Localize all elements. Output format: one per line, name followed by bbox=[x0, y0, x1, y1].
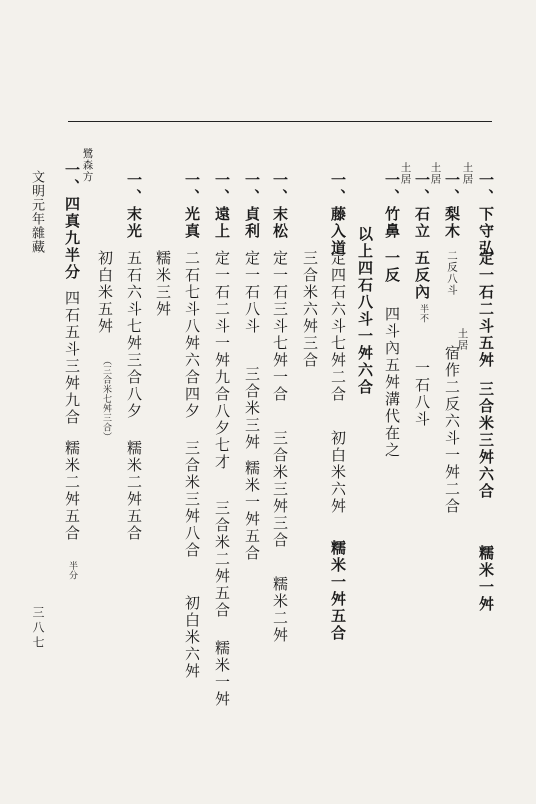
entry-subnote: 土居 bbox=[456, 328, 469, 351]
entry-note: 土居 bbox=[429, 162, 442, 185]
entry-note: 土居 bbox=[399, 162, 412, 185]
entry-small: 半不 bbox=[418, 304, 428, 323]
entry-main: 五石六斗七舛三合八夕 bbox=[125, 250, 143, 420]
entry-name: 一、遠上 bbox=[213, 172, 231, 240]
entry-rice: 三合米三舛三合 bbox=[271, 430, 289, 549]
entry-main: 一反 bbox=[383, 250, 401, 284]
entry-name: 一、四真九半分 bbox=[63, 162, 81, 281]
entry-name: 一、光真 bbox=[183, 172, 201, 240]
entry-main: 定一石八斗 bbox=[243, 250, 261, 335]
entry-line2: 三合米六舛三合 bbox=[301, 250, 319, 369]
entry-name: 一、末光 bbox=[125, 172, 143, 240]
entry-note: 鷺森方 bbox=[81, 148, 94, 183]
entry-glut: 糯米二舛五合 bbox=[125, 440, 143, 542]
entry-glut: 糯米二舛 bbox=[271, 576, 289, 644]
entry-glut: 糯米一舛 bbox=[477, 545, 495, 613]
entry-glut: 糯米一舛 bbox=[213, 640, 231, 708]
running-head: 文明元年雜藏 bbox=[29, 170, 44, 254]
entry-main: 二石七斗八舛六合四夕 bbox=[183, 250, 201, 420]
total-line: 以上四石八斗一舛六合 bbox=[356, 226, 374, 396]
entry-line2: 初白米五舛 bbox=[96, 250, 114, 335]
entry-sub: 宿作二反六斗一舛二合 bbox=[443, 345, 461, 515]
header-rule bbox=[68, 121, 492, 122]
entry-small: 半分 bbox=[67, 561, 77, 580]
entry-main: 定一石三斗七舛一合 bbox=[271, 250, 289, 403]
entry-name: 一、竹鼻 bbox=[383, 172, 401, 240]
page-number: 三八七 bbox=[31, 606, 45, 651]
entry-rest: 一石八斗 bbox=[413, 360, 431, 428]
entry-rice: 初白米六舛 bbox=[329, 430, 347, 515]
entry-line2: 糯米三舛 bbox=[154, 250, 172, 318]
entry-glut: 初白米六舛 bbox=[183, 595, 201, 680]
entry-main: 定一石二斗五舛 bbox=[477, 250, 495, 369]
entry-name: 一、藤入道 bbox=[329, 172, 347, 257]
entry-name: 一、梨木 bbox=[443, 172, 461, 240]
entry-name: 一、貞利 bbox=[243, 172, 261, 240]
entry-rest: 四斗內五舛溝代在之 bbox=[383, 306, 401, 459]
entry-rice: 三合米三舛 bbox=[243, 366, 261, 451]
entry-main: 四石五斗三舛九合 bbox=[63, 290, 81, 426]
entry-main: 五反內 bbox=[413, 250, 431, 301]
entry-glut: 糯米一舛五合 bbox=[329, 540, 347, 642]
entry-paren: （三合米七舛三合） bbox=[101, 356, 111, 442]
entry-name: 一、下守弘 bbox=[477, 172, 495, 257]
entry-main: 定一石二斗一舛九合八夕七才 bbox=[213, 250, 231, 471]
entry-note: 土居 bbox=[461, 162, 474, 185]
entry-rice: 三合米二舛五合 bbox=[213, 500, 231, 619]
entry-name: 一、末松 bbox=[271, 172, 289, 240]
entry-glut: 糯米一舛五合 bbox=[243, 460, 261, 562]
entry-glut: 糯米二舛五合 bbox=[63, 440, 81, 542]
entry-rice: 三合米三舛六合 bbox=[477, 381, 495, 500]
entry-main: 定四石六斗七舛二合 bbox=[329, 250, 347, 403]
entry-name: 一、石立 bbox=[413, 172, 431, 240]
entry-area: 二反八斗 bbox=[446, 250, 458, 296]
entry-rice: 三合米三舛八合 bbox=[183, 440, 201, 559]
